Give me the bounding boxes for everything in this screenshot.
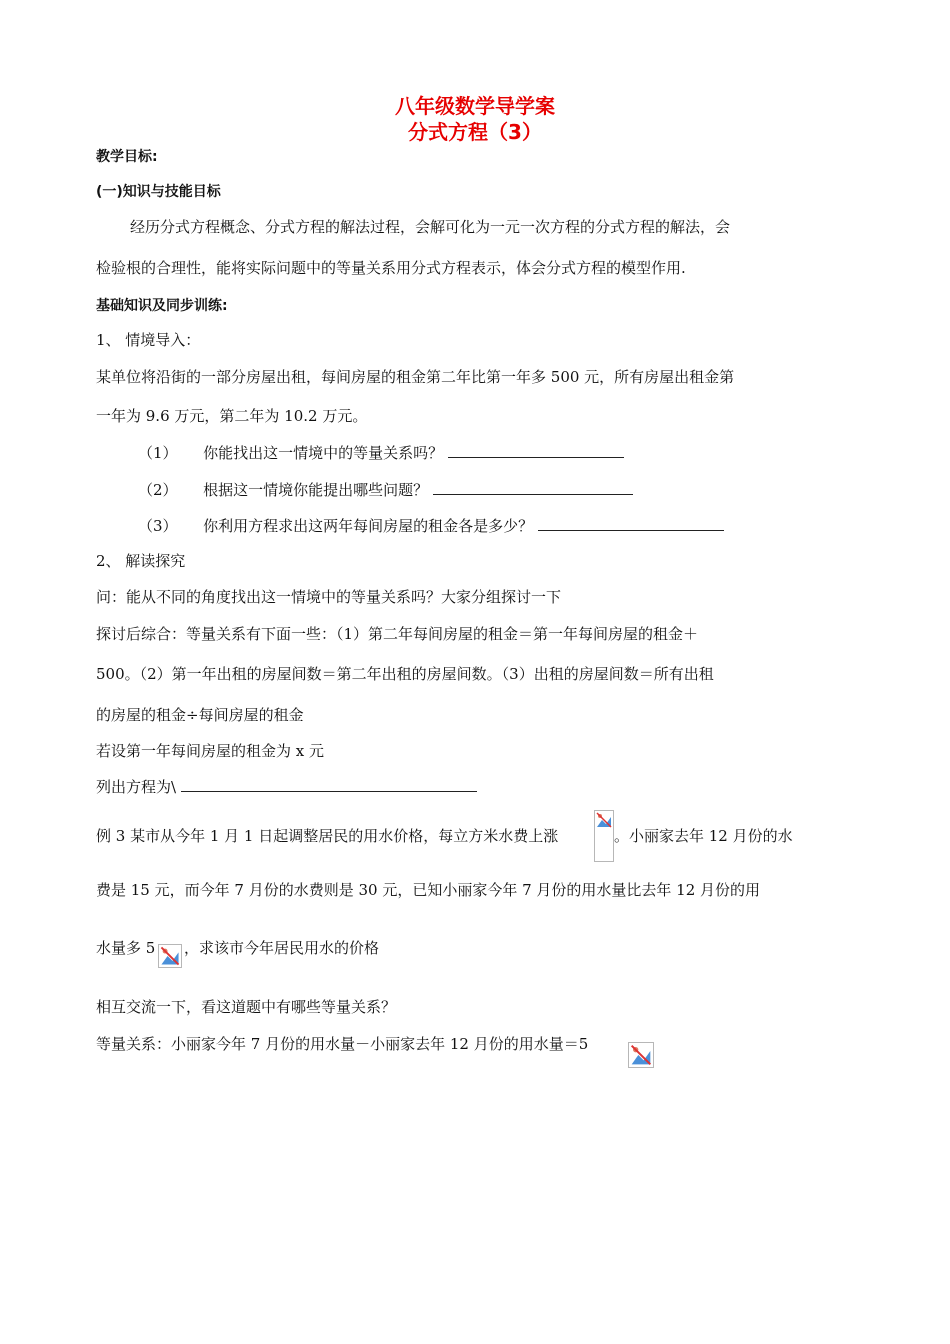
scenario-line-1: 某单位将沿街的一部分房屋出租，每间房屋的租金第二年比第一年多 500 元，所有房屋出租金第 — [96, 368, 735, 386]
example3-line-1b: 。小丽家去年 12 月份的水 — [614, 827, 793, 845]
scenario-line-2: 一年为 9.6 万元，第二年为 10.2 万元。 — [96, 407, 368, 425]
knowledge-heading: (一)知识与技能目标 — [96, 184, 221, 200]
question-number: （2） — [138, 481, 178, 499]
summary-line-2: 500。（2）第一年出租的房屋间数＝第二年出租的房屋间数。（3）出租的房屋间数＝所有出租 — [96, 665, 714, 683]
formula-image-icon — [594, 810, 614, 862]
example3-line-1a: 例 3 某市从今年 1 月 1 日起调整居民的用水价格，每立方米水费上涨 — [96, 827, 559, 845]
answer-blank[interactable] — [538, 516, 724, 531]
equation-line — [96, 777, 477, 797]
answer-blank[interactable] — [448, 443, 624, 458]
formula-image-icon — [158, 944, 182, 968]
question-text: 你利用方程求出这两年每间房屋的租金各是多少？ — [203, 517, 534, 535]
question-text: 你能找出这一情境中的等量关系吗？ — [203, 444, 444, 462]
assumption-text: 若设第一年每间房屋的租金为 x 元 — [96, 742, 324, 760]
doc-subtitle: 分式方程（3） — [408, 120, 542, 144]
goal-paragraph-line-1: 经历分式方程概念、分式方程的解法过程，会解可化为一元一次方程的分式方程的解法，会 — [130, 218, 731, 236]
question-number: （3） — [138, 517, 178, 535]
doc-title: 八年级数学导学案 — [395, 94, 555, 118]
formula-image-icon — [628, 1042, 654, 1068]
question-3 — [138, 516, 724, 536]
equation-blank[interactable] — [181, 777, 477, 792]
part2-question: 问：能从不同的角度找出这一情境中的等量关系吗？大家分组探讨一下 — [96, 588, 562, 606]
question-1 — [138, 443, 624, 463]
example3-line-3a: 水量多 5 — [96, 939, 156, 957]
summary-line-3: 的房屋的租金÷每间房屋的租金 — [96, 706, 304, 724]
example3-line-3b: ，求该市今年居民用水的价格 — [184, 939, 380, 957]
question-text: 根据这一情境你能提出哪些问题？ — [203, 481, 429, 499]
goals-heading: 教学目标: — [96, 149, 158, 165]
discussion-text: 相互交流一下，看这道题中有哪些等量关系？ — [96, 998, 397, 1016]
part1-heading: 1、 情境导入： — [96, 331, 201, 349]
example3-line-2: 费是 15 元，而今年 7 月份的水费则是 30 元，已知小丽家今年 7 月份的用水量比去年 12 月份的用 — [96, 881, 761, 899]
summary-line-1: 探讨后综合：等量关系有下面一些：（1）第二年每间房屋的租金＝第一年每间房屋的租金＋ — [96, 625, 699, 643]
equation-label: 列出方程为\ — [96, 778, 177, 796]
relation-text: 等量关系：小丽家今年 7 月份的用水量－小丽家去年 12 月份的用水量＝5 — [96, 1035, 589, 1053]
question-2 — [138, 480, 633, 500]
question-number: （1） — [138, 444, 178, 462]
part2-heading: 2、 解读探究 — [96, 552, 186, 570]
basics-heading: 基础知识及同步训练: — [96, 298, 228, 314]
answer-blank[interactable] — [433, 480, 633, 495]
goal-paragraph-line-2: 检验根的合理性，能将实际问题中的等量关系用分式方程表示，体会分式方程的模型作用. — [96, 259, 686, 277]
